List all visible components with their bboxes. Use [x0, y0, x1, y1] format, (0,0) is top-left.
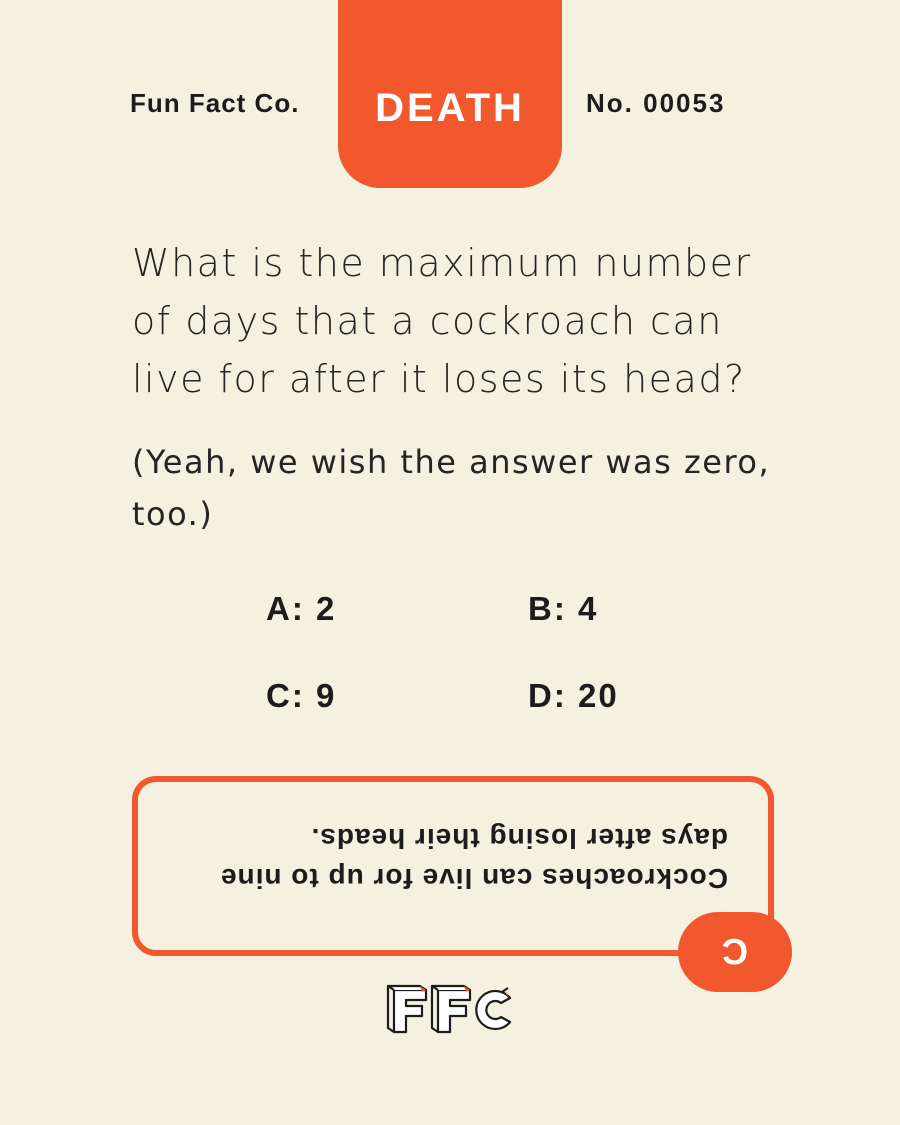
- answer-text: Cockroaches can live for up to nine days after losing their heads.: [219, 823, 728, 894]
- ffc-logo-icon: [384, 982, 516, 1036]
- category-tab: [338, 0, 562, 188]
- option-d: D: 20: [528, 677, 619, 714]
- option-b: B: 4: [528, 590, 599, 627]
- option-c: C: 9: [266, 677, 337, 714]
- answer-box: [132, 776, 774, 956]
- answer-letter-badge: [678, 912, 792, 992]
- answer-letter: C: [722, 931, 748, 972]
- category-label: DEATH: [375, 86, 525, 130]
- question-text: What is the maximum number of days that a cockroach can live for after it loses its head?: [132, 241, 752, 401]
- question-aside: (Yeah, we wish the answer was zero, too.): [132, 443, 771, 533]
- brand-name: Fun Fact Co.: [130, 88, 300, 118]
- option-a: A: 2: [266, 590, 337, 627]
- card-number: No. 00053: [586, 88, 726, 118]
